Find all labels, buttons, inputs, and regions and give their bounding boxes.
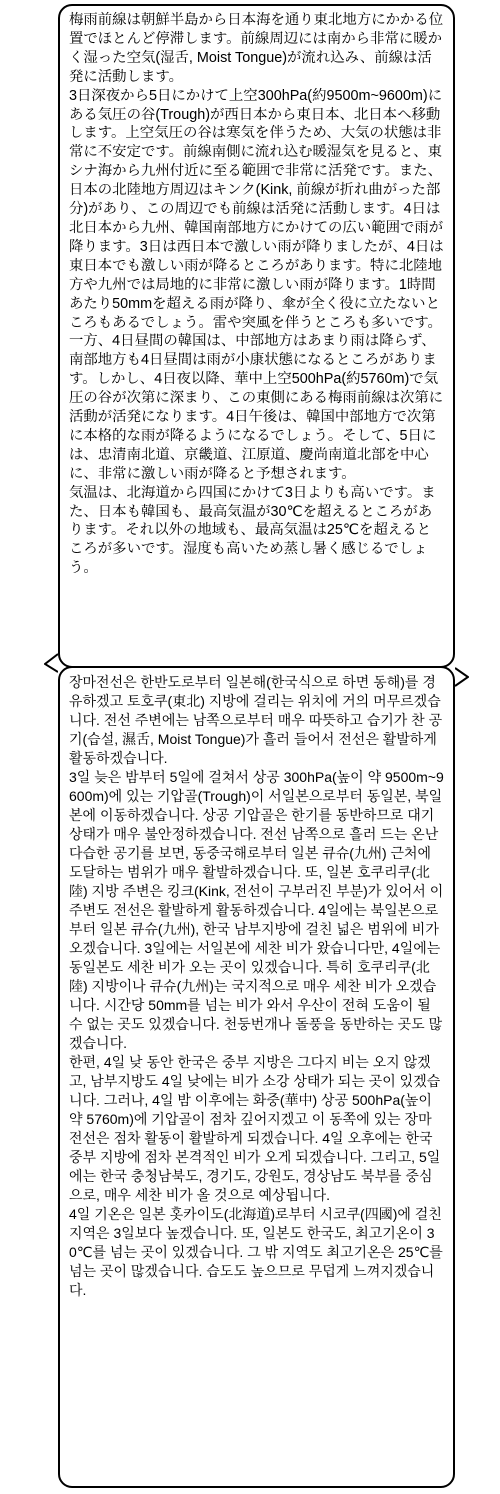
japanese-speech-bubble	[58, 4, 455, 668]
japanese-paragraph-temperature: 気温は、北海道から四国にかけて3日よりも高いです。また、日本も韓国も、最高気温が30℃を超えるところがあります。それ以外の地域も、最高気温は25℃を超えるところが多いです。湿度も高いため蒸し暑く感じるでしょう。	[69, 484, 436, 577]
japanese-paragraph-front: 梅雨前線は朝鮮半島から日本海を通り東北地方にかかる位置でほとんど停滞します。前線周辺には南から非常に暖かく湿った空気(湿舌, Moist Tongue)が流れ込み、前線は活発に活動します。	[69, 12, 444, 85]
korean-paragraph-front: 장마전선은 한반도로부터 일본해(한국식으로 하면 동해)를 경유하겠고 토호쿠(東北) 지방에 걸리는 위치에 거의 머무르겠습니다. 전선 주변에는 남쪽으로부터 매우 따뜻하고 습기가 찬 공기(습설, 濕舌, Moist Tongue)가 흘러 들어서 전선은 활발하게 활동하겠습니다.	[69, 674, 443, 766]
japanese-paragraph-trough: 3日深夜から5日にかけて上空300hPa(約9500m~9600m)にある気圧の谷(Trough)が西日本から東日本、北日本へ移動します。上空気圧の谷は寒気を伴うため、大気の状態は非常に不安定です。前線南側に流れ込む暖湿気を見ると、東シナ海から九州付近に至る範囲で非常に活発です。また、日本の北陸地方周辺はキンク(Kink, 前線が折れ曲がった部分)があり、この周辺でも前線は活発に活動します。4日は北日本から九州、韓国南部地方にかけての広い範囲で雨が降ります。3日は西日本で激しい雨が降りましたが、4日は東日本でも激しい雨が降るところがあります。特に北陸地方や九州では局地的に非常に激しい雨が降ります。1時間あたり50mmを超える雨が降り、傘が全く役に立たないところもあるでしょう。雷や突風を伴うところも多いです。	[69, 87, 444, 331]
korean-paragraph-temperature: 4일 기온은 일본 홋카이도(北海道)로부터 시코쿠(四國)에 걸친 지역은 3일보다 높겠습니다. 또, 일본도 한국도, 최고기온이 30℃를 넘는 곳이 있겠습니다. 그 밖 지역도 최고기온은 25℃를 넘는 곳이 많겠습니다. 습도도 높으므로 무덥게 느껴지겠습니다.	[69, 1206, 443, 1298]
korean-speech-bubble	[58, 666, 455, 1488]
korean-paragraph-trough: 3일 늦은 밤부터 5일에 걸쳐서 상공 300hPa(높이 약 9500m~9600m)에 있는 기압골(Trough)이 서일본으로부터 동일본, 북일본에 이동하겠습니다. 상공 기압골은 한기를 동반하므로 대기 상태가 매우 불안정하겠습니다. 전선 남쪽으로 흘러 드는 온난 다습한 공기를 보면, 동중국해로부터 일본 큐슈(九州) 근처에 도달하는 범위가 매우 활발하겠습니다. 또, 일본 호쿠리쿠(北陸) 지방 주변은 킹크(Kink, 전선이 구부러진 부분)가 있어서 이 주변도 전선은 활발하게 활동하겠습니다. 4일에는 북일본으로부터 일본 큐슈(九州), 한국 남부지방에 걸친 넓은 범위에 비가 오겠습니다. 3일에는 서일본에 세찬 비가 왔습니다만, 4일에는 동일본도 세찬 비가 오는 곳이 있겠습니다. 특히 호쿠리쿠(北陸) 지방이나 큐슈(九州)는 국지적으로 매우 세찬 비가 오겠습니다. 시간당 50mm를 넘는 비가 와서 우산이 전혀 도움이 될 수 없는 곳도 있겠습니다. 천둥번개나 돌풍을 동반하는 곳도 많겠습니다.	[69, 769, 444, 1051]
korean-bubble-tail	[455, 666, 469, 688]
japanese-bubble-tail	[44, 652, 58, 674]
korean-paragraph-korea: 한편, 4일 낮 동안 한국은 중부 지방은 그다지 비는 오지 않겠고, 남부지방도 4일 낮에는 비가 소강 상태가 되는 곳이 있겠습니다. 그러나, 4일 밤 이후에는 화중(華中) 상공 500hPa(높이 약 5760m)에 기압골이 점차 깊어지겠고 이 동쪽에 있는 장마전선은 점차 활동이 활발하게 되겠습니다. 4일 오후에는 한국 중부 지방에 점차 본격적인 비가 오게 되겠습니다. 그리고, 5일에는 한국 충청남북도, 경기도, 강원도, 경상남도 북부를 중심으로, 매우 세찬 비가 올 것으로 예상됩니다.	[69, 1054, 441, 1203]
japanese-paragraph-korea: 一方、4日昼間の韓国は、中部地方はあまり雨は降らず、南部地方も4日昼間は雨が小康状態になるところがあります。しかし、4日夜以降、華中上空500hPa(約5760m)で気圧の谷が次第に深まり、この東側にある梅雨前線は次第に活動が活発になります。4日午後は、韓国中部地方で次第に本格的な雨が降るようになるでしょう。そして、5日には、忠清南北道、京畿道、江原道、慶尚南道北部を中心に、非常に激しい雨が降ると予想されます。	[69, 333, 444, 482]
